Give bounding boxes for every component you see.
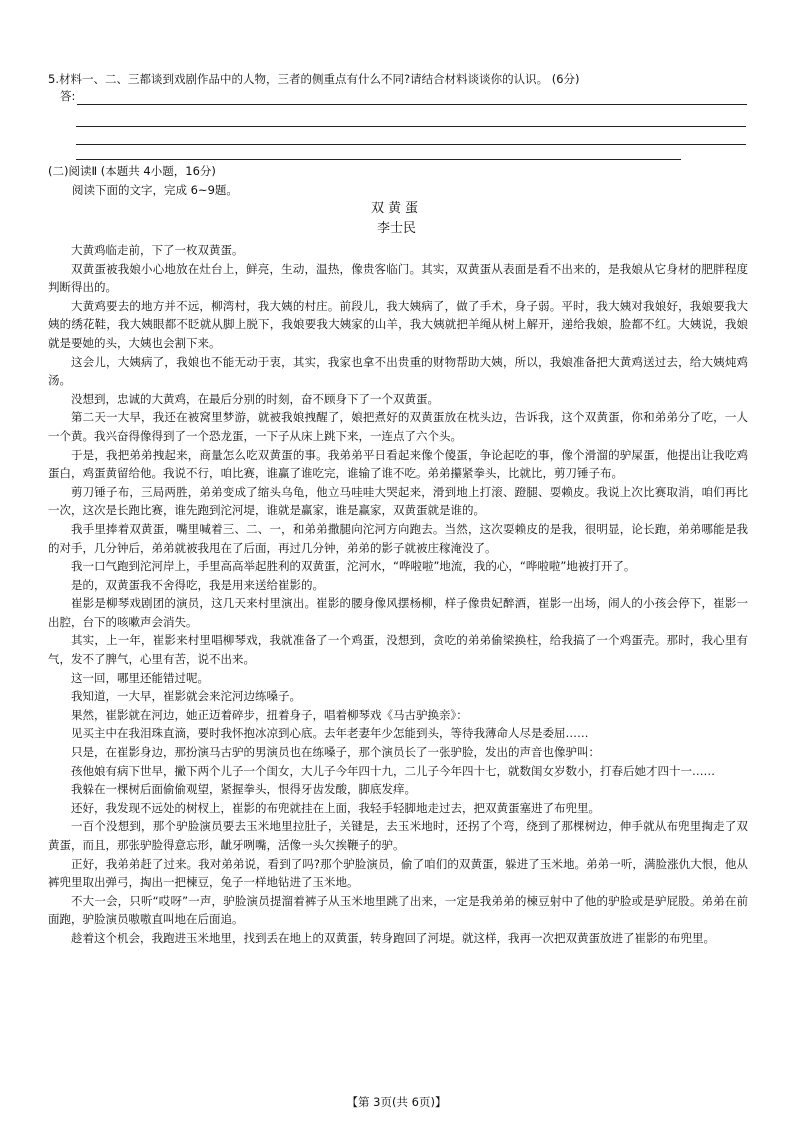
paragraph: 双黄蛋被我娘小心地放在灶台上，鲜亮，生动，温热，像贵客临门。其实，双黄蛋从表面是看不出来的，是我娘从它身材的肥胖程度判断得出的。 (48, 261, 748, 295)
paragraph: 我一口气跑到沱河岸上，手里高高举起胜利的双黄蛋，沱河水，“哗啦啦”地流，我的心，“哗啦啦”地被打开了。 (71, 559, 636, 574)
paragraph: 第二天一大早，我还在被窝里梦游，就被我娘拽醒了，娘把煮好的双黄蛋放在枕头边，告诉我，这个双黄蛋，你和弟弟分了吃，一人一个黄。我兴奋得像得到了一个恐龙蛋，一下子从床上跳下来，一连点了六个头。 (48, 410, 748, 443)
story-title: 双黄蛋 (370, 201, 422, 216)
paragraph: 不大一会，只听“哎呀”一声，驴脸演员提溜着裤子从玉米地里跳了出来，一定是我弟弟的楝豆射中了他的驴脸或是驴屁股。弟弟在前面跑，驴脸演员嗷嗷直叫地在后面追。 (48, 893, 748, 927)
paragraph: 于是，我把弟弟拽起来，商量怎么吃双黄蛋的事。我弟弟平日看起来像个傻蛋，争论起吃的事，像个滑溜的驴屎蛋，他提出让我吃鸡蛋白，鸡蛋黄留给他。我说不行，咱比赛，谁赢了谁吃完，谁输了谁不吃。弟弟攥紧拳头，比就比，剪刀锤子布。 (48, 447, 748, 481)
answer-line-2 (76, 126, 746, 127)
question-5: 5.材料一、二、三都谈到戏剧作品中的人物，三者的侧重点有什么不同?请结合材料谈谈你的认识。 (6分) (48, 72, 580, 86)
paragraph: 大黄鸡临走前，下了一枚双黄蛋。 (71, 243, 244, 257)
paragraph: 还好，我发现不远处的树杈上，崔影的布兜就挂在上面，我轻手轻脚地走过去，把双黄蛋塞进了布兜里。 (71, 800, 600, 815)
paragraph: 其实，上一年，崔影来村里唱柳琴戏，我就准备了一个鸡蛋，没想到，贪吃的弟弟偷梁换柱，给我搞了一个鸡蛋壳。那时，我心里有气，发不了脾气，心里有苦，说不出来。 (48, 633, 748, 667)
paragraph: 这一回，哪里还能错过呢。 (71, 670, 209, 685)
section-instruction: 阅读下面的文字，完成 6~9题。 (72, 183, 238, 197)
answer-area[interactable] (55, 88, 750, 106)
paragraph: 果然，崔影就在河边，她正迈着碎步，扭着身子，唱着柳琴戏《马古驴换亲》： (71, 707, 468, 722)
paragraph: 没想到，忠诚的大黄鸡，在最后分别的时刻，奋不顾身下了一个双黄蛋。 (71, 391, 439, 406)
paragraph: 孩他娘有病下世早，撇下两个儿子一个闺女，大儿子今年四十九，二儿子今年四十七，就数闺女岁数小，打春后她才四十一…… (71, 763, 715, 778)
section-heading: (二)阅读Ⅱ (本题共 4小题，16分) (48, 164, 216, 178)
paragraph: 正好，我弟弟赶了过来。我对弟弟说，看到了吗?那个驴脸演员，偷了咱们的双黄蛋，躲进了玉米地。弟弟一听，满脸涨仇大恨，他从裤兜里取出弹弓，掏出一把楝豆，兔子一样地钻进了玉米地。 (48, 856, 748, 890)
story-author: 李士民 (376, 221, 416, 236)
paragraph: 这会儿，大姨病了，我娘也不能无动于衷，其实，我家也拿不出贵重的财物帮助大姨，所以，我娘准备把大黄鸡送过去，给大姨炖鸡汤。 (48, 354, 748, 388)
paragraph: 见买主中在我泪珠直滴，要时我怀抱冰凉到心底。去年老妻年少怎能到头，等待我薄命人尽是委屈…… (71, 726, 589, 741)
answer-line-4 (76, 159, 681, 160)
paragraph: 大黄鸡要去的地方并不远，柳湾村，我大姨的村庄。前段儿，我大姨病了，做了手术，身子弱。平时，我大姨对我娘好，我娘要我大姨的绣花鞋，我大姨眼都不眨就从脚上脱下，我娘要我大姨家的山羊，我大姨就把羊绳从树上解开，递给我娘，脸都不红。大姨说，我娘就是要她的头，大姨也会割下来。 (48, 298, 748, 350)
paragraph: 是的，双黄蛋我不舍得吃，我是用来送给崔影的。 (71, 577, 324, 592)
paragraph: 一百个没想到，那个驴脸演员要去玉米地里拉肚子，关键是，去玉米地时，还拐了个弯，绕到了那棵树边，伸手就从布兜里掏走了双黄蛋，而且，那张驴脸得意忘形，龇牙咧嘴，活像一头欠挨鞭子的驴。 (48, 819, 748, 852)
answer-line-3 (76, 144, 746, 145)
paragraph: 我躲在一棵树后面偷偷观望，紧握拳头，恨得牙齿发酸，脚底发痒。 (71, 782, 416, 797)
paragraph: 崔影是柳琴戏剧团的演员，这几天来村里演出。崔影的腰身像风摆杨柳，样子像贵妃醉酒，崔影一出场，闹人的小孩会停下，崔影一出腔，台下的咳嗽声会消失。 (48, 596, 748, 629)
paragraph: 我知道，一大早，崔影就会来沱河边练嗓子。 (71, 689, 301, 704)
paragraph: 趁着这个机会，我跑进玉米地里，找到丢在地上的双黄蛋，转身跑回了河堤。就这样，我再一次把双黄蛋放进了崔影的布兜里。 (71, 930, 715, 945)
answer-label: 答: (60, 89, 76, 103)
paragraph: 我手里捧着双黄蛋，嘴里喊着三、二、一，和弟弟撒腿向沱河方向跑去。当然，这次耍赖皮的是我，很明显，论长跑，弟弟哪能是我的对手，几分钟后，弟弟就被我甩在了后面，再过几分钟，弟弟的影子就被庄稼淹没了。 (48, 521, 748, 555)
paragraph: 剪刀锤子布，三局两胜，弟弟变成了缩头乌龟，他立马哇哇大哭起来，滑到地上打滚、蹬腿、耍赖皮。我说上次比赛取消，咱们再比一次，这次是长跑比赛，谁先跑到沱河堤，谁就是赢家，谁是赢家，双黄蛋就是谁的。 (48, 484, 748, 518)
story-body (48, 241, 748, 948)
answer-line-1 (77, 104, 747, 105)
paragraph: 只是，在崔影身边，那扮演马古驴的男演员也在练嗓子，那个演员长了一张驴脸，发出的声音也像驴叫： (71, 745, 600, 760)
page-number: 【第 3页(共 6页)】 (346, 1095, 447, 1109)
